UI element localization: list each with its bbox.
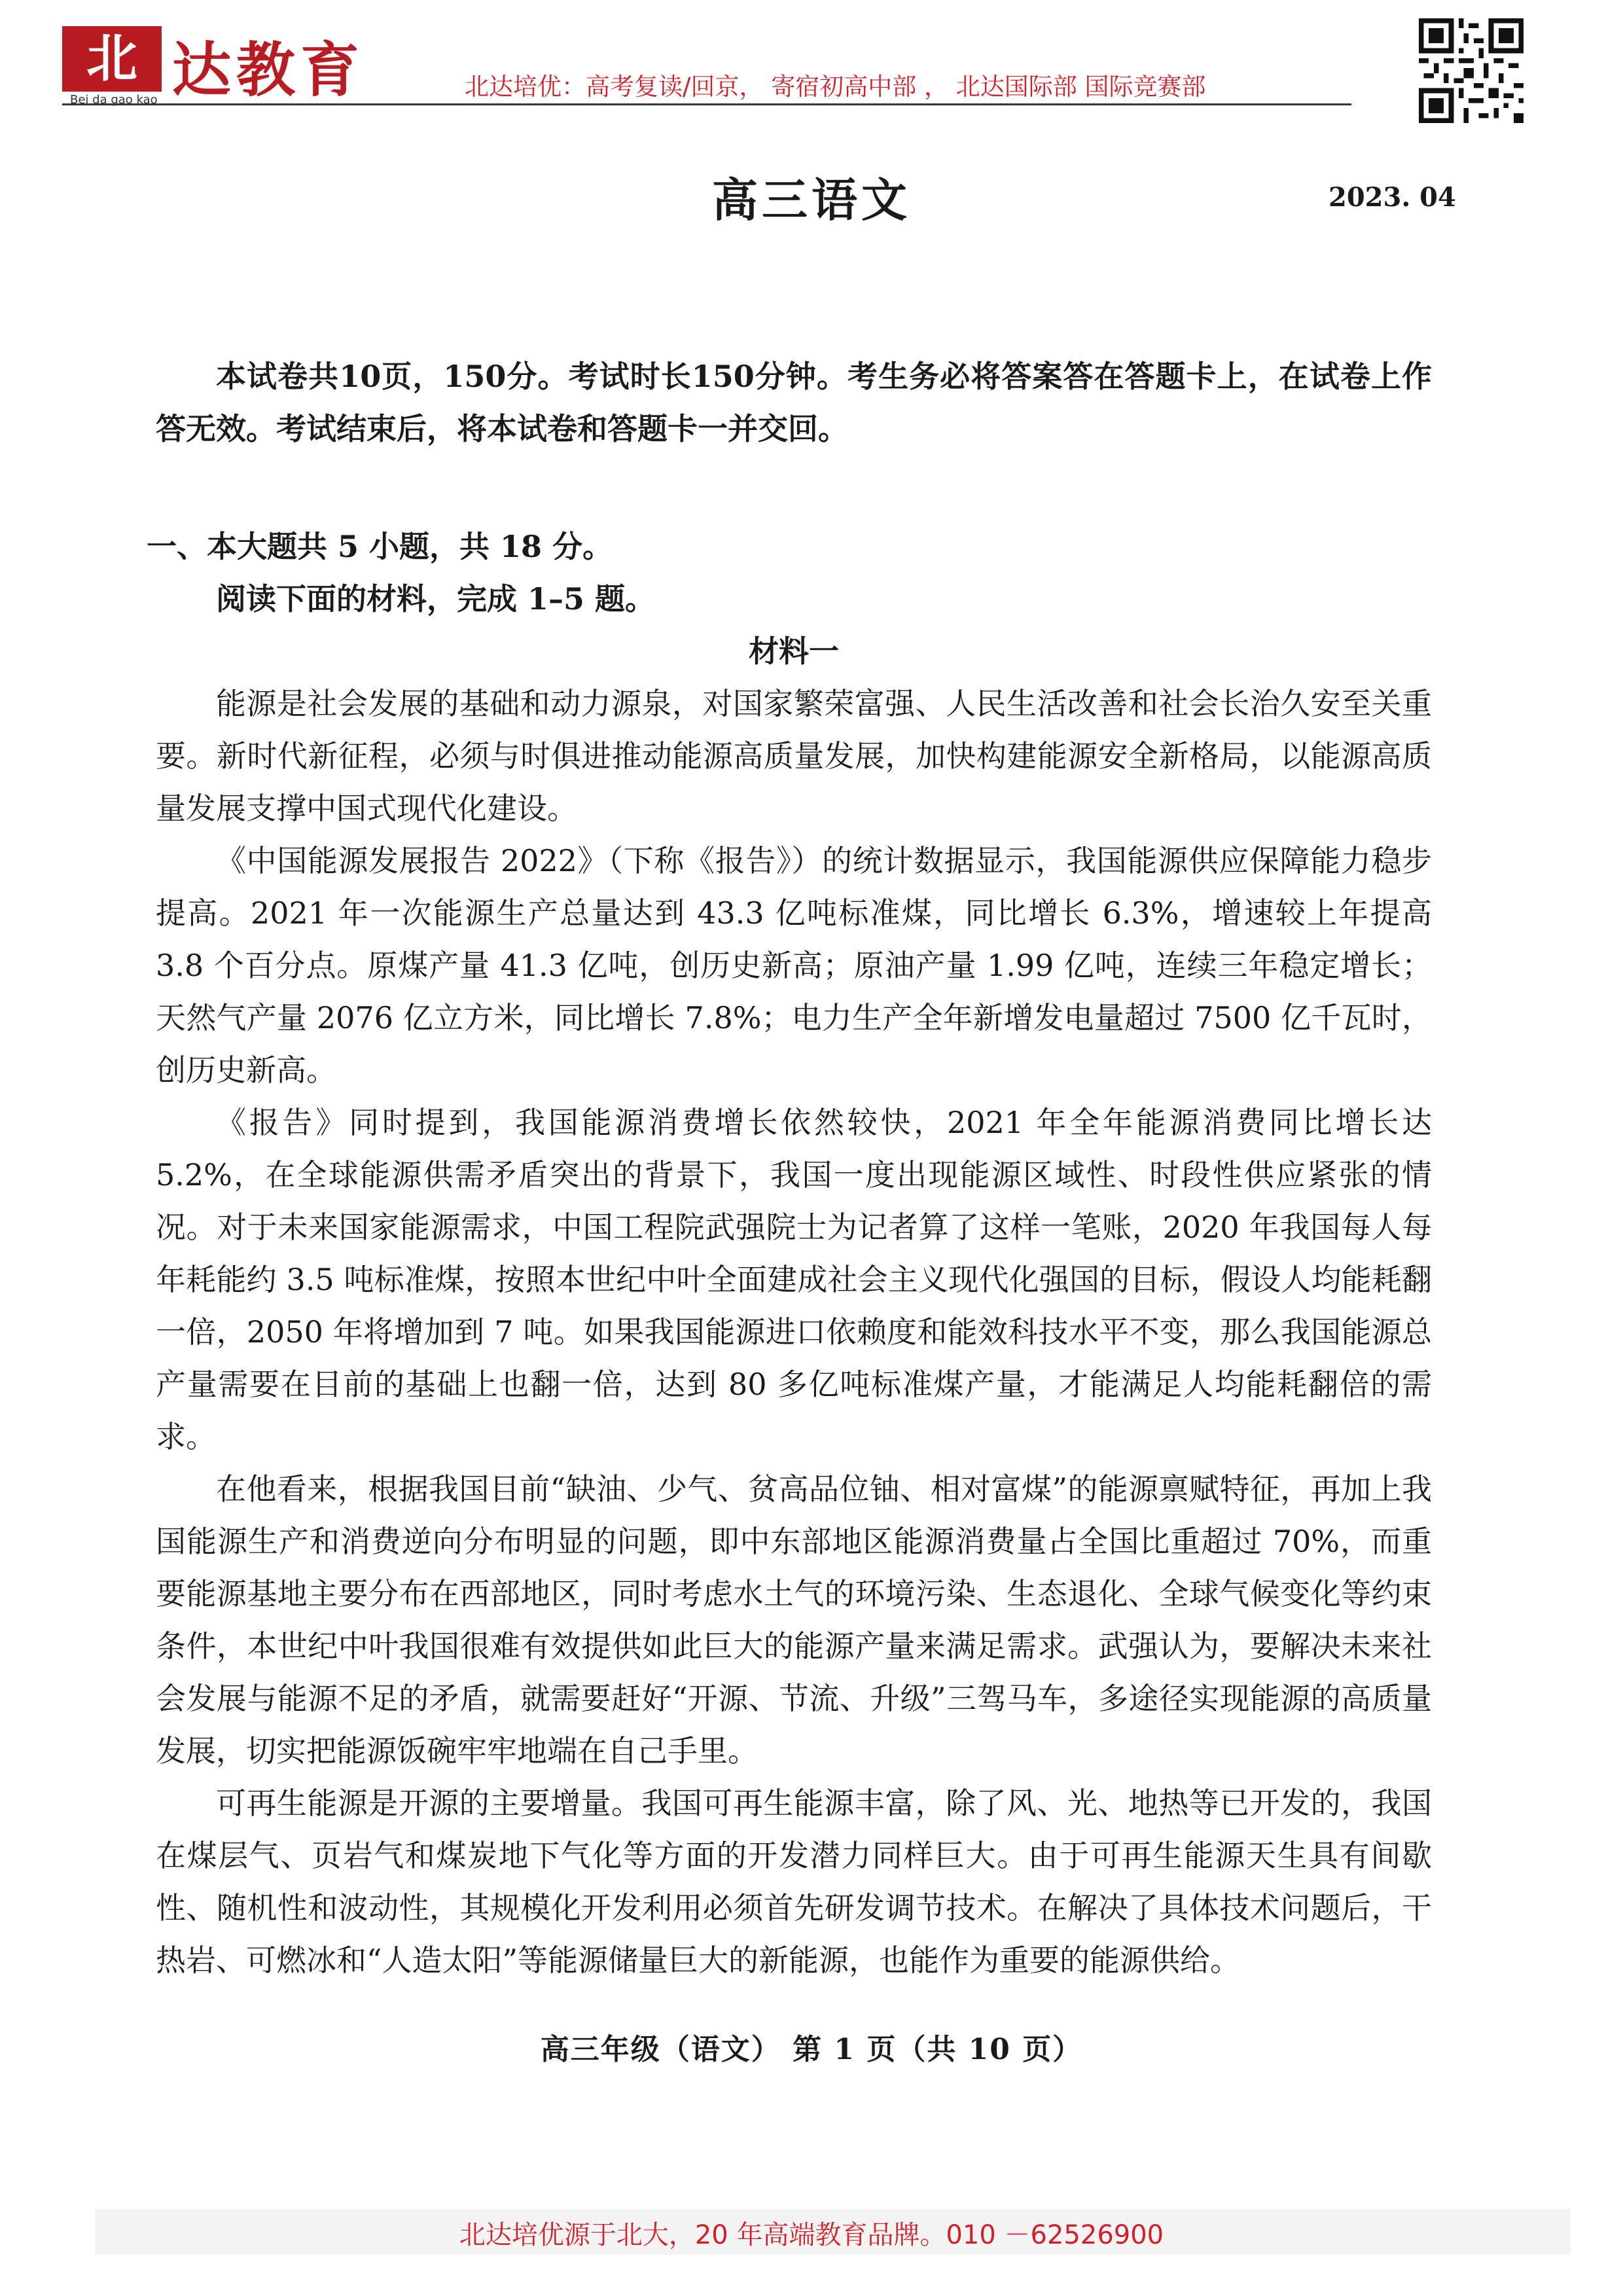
brand-logo bbox=[62, 20, 402, 107]
section-heading: 一、本大题共 5 小题，共 18 分。 bbox=[147, 529, 613, 564]
header-slogan: 北达培优：高考复读/回京， 寄宿初高中部 ， 北达国际部 国际竞赛部 bbox=[465, 73, 1206, 101]
material-title: 材料一 bbox=[749, 634, 839, 669]
body-paragraph: 在他看来，根据我国目前“缺油、少气、贫高品位铀、相对富煤”的能源禀赋特征，再加上我国能源生产和消费逆向分布明显的问题，即中东部地区能源消费量占全国比重超过 70%，而重要能源基地主要分布在西部地区，同时考虑水土气的环境污染、生态退化、全球气候变化等约束条件，本世纪中叶我国很难有效提供如此巨大的能源产量来满足需求。武强认为，要解决未来社会发展与能源不足的矛盾，就需要赶好“开源、节流、升级”三驾马车，多途径实现能源的高质量发展，切实把能源饭碗牢牢地端在自己手里。 bbox=[156, 1471, 1432, 1768]
body-paragraph: 《中国能源发展报告 2022》（下称《报告》）的统计数据显示，我国能源供应保障能力稳步提高。2021 年一次能源生产总量达到 43.3 亿吨标准煤，同比增长 6.3%，增速较上年提高 3.8 个百分点。原煤产量 41.3 亿吨，创历史新高；原油产量 1.99 亿吨，连续三年稳定增长；天然气产量 2076 亿立方米，同比增长 7.8%；电力生产全年新增发电量超过 7500 亿千瓦时，创历史新高。 bbox=[156, 843, 1432, 1088]
body-paragraph: 可再生能源是开源的主要增量。我国可再生能源丰富，除了风、光、地热等已开发的，我国在煤层气、页岩气和煤炭地下气化等方面的开发潜力同样巨大。由于可再生能源天生具有间歇性、随机性和波动性，其规模化开发利用必须首先研发调节技术。在解决了具体技术问题后，干热岩、可燃冰和“人造太阳”等能源储量巨大的新能源，也能作为重要的能源供给。 bbox=[156, 1785, 1432, 1978]
exam-instructions: 本试卷共10页，150分。考试时长150分钟。考生务必将答案答在答题卡上，在试卷上作答无效。考试结束后，将本试卷和答题卡一并交回。 bbox=[156, 359, 1432, 446]
exam-content bbox=[147, 350, 1432, 1986]
section-subheading: 阅读下面的材料，完成 1–5 题。 bbox=[216, 581, 656, 617]
page-number-footer: 高三年级（语文） 第 1 页（共 10 页） bbox=[540, 2033, 1083, 2066]
logo-name: 达教育 bbox=[172, 35, 365, 105]
header-divider bbox=[62, 103, 1351, 105]
body-paragraph: 能源是社会发展的基础和动力源泉，对国家繁荣富强、人民生活改善和社会长治久安至关重要。新时代新征程，必须与时俱进推动能源高质量发展，加快构建能源安全新格局，以能源高质量发展支撑中国式现代化建设。 bbox=[156, 686, 1432, 826]
exam-date: 2023. 04 bbox=[1329, 182, 1456, 213]
qr-code-icon bbox=[1419, 18, 1524, 123]
page-title: 高三语文 bbox=[712, 173, 911, 227]
body-paragraph: 《报告》同时提到，我国能源消费增长依然较快，2021 年全年能源消费同比增长达 5.2%，在全球能源供需矛盾突出的背景下，我国一度出现能源区域性、时段性供应紧张的情况。对于未来国家能源需求，中国工程院武强院士为记者算了这样一笔账，2020 年我国每人每年耗能约 3.5 吨标准煤，按照本世纪中叶全面建成社会主义现代化强国的目标，假设人均能耗翻一倍，2050 年将增加到 7 吨。如果我国能源进口依赖度和能效科技水平不变，那么我国能源总产量需要在目前的基础上也翻一倍，达到 80 多亿吨标准煤产量，才能满足人均能耗翻倍的需求。 bbox=[156, 1105, 1432, 1454]
logo-mark: 北 bbox=[62, 26, 162, 92]
logo-pinyin: Bei da gao kao bbox=[70, 93, 158, 107]
bottom-banner-text: 北达培优源于北大，20 年高端教育品牌。010 －62526900 bbox=[459, 2220, 1164, 2250]
